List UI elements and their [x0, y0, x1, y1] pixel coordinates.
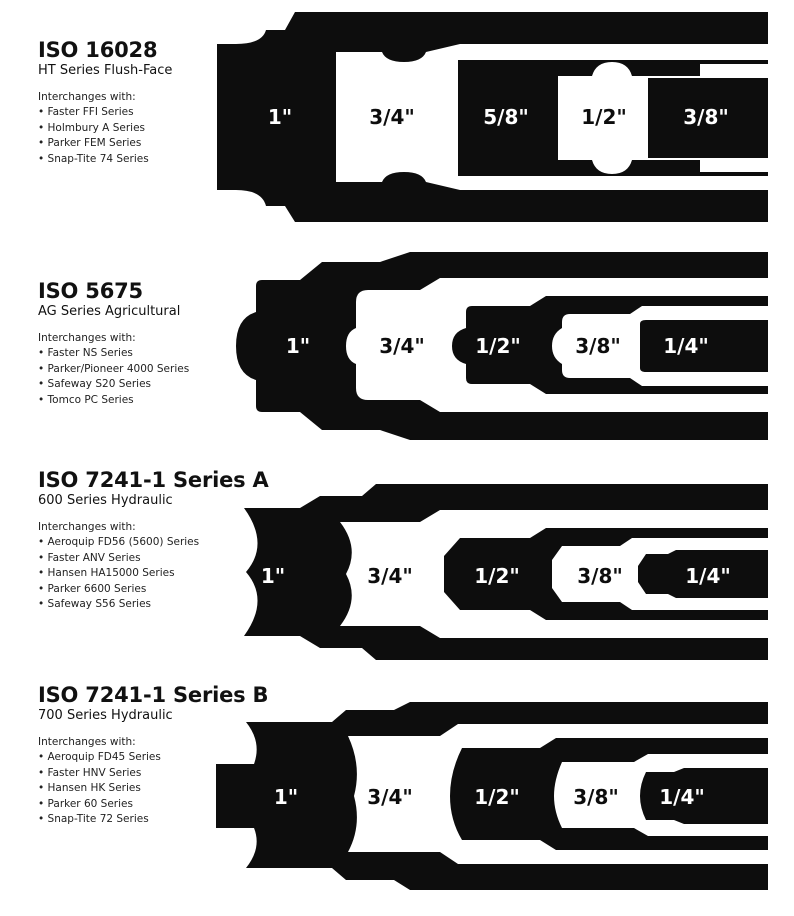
- size-label-1-4: 1/4": [685, 564, 731, 588]
- interchange-item: • Faster HNV Series: [38, 766, 268, 782]
- size-label-1-2: 1/2": [581, 105, 627, 129]
- size-label-1: 1": [273, 785, 299, 809]
- interchange-list: [38, 750, 268, 828]
- coupling-section-iso-5675: [0, 240, 794, 450]
- interchange-item: • Parker/Pioneer 4000 Series: [38, 362, 189, 378]
- interchange-list: [38, 346, 189, 408]
- interchange-heading: Interchanges with:: [38, 332, 136, 344]
- section-info: [38, 279, 189, 408]
- section-title: ISO 7241-1 Series B: [38, 683, 269, 707]
- section-title: ISO 5675: [38, 279, 143, 303]
- interchange-item: • Parker 6600 Series: [38, 582, 269, 598]
- interchange-item: • Faster FFI Series: [38, 105, 172, 121]
- section-info: [38, 38, 172, 167]
- size-label-3-8: 3/8": [577, 564, 623, 588]
- size-label-1-2: 1/2": [475, 334, 521, 358]
- size-label-3-8: 3/8": [573, 785, 619, 809]
- interchange-heading: Interchanges with:: [38, 91, 136, 103]
- section-subtitle: 700 Series Hydraulic: [38, 708, 173, 723]
- interchange-item: • Faster NS Series: [38, 346, 189, 362]
- interchange-item: • Safeway S56 Series: [38, 597, 269, 613]
- interchange-item: • Hansen HA15000 Series: [38, 566, 269, 582]
- size-label-1-2: 1/2": [474, 564, 520, 588]
- section-subtitle: HT Series Flush-Face: [38, 63, 173, 78]
- interchange-list: [38, 535, 269, 613]
- interchange-list: [38, 105, 172, 167]
- interchange-item: • Snap-Tite 72 Series: [38, 812, 268, 828]
- size-label-3-4: 3/4": [367, 564, 413, 588]
- interchange-item: • Snap-Tite 74 Series: [38, 152, 172, 168]
- section-title: ISO 7241-1 Series A: [38, 468, 269, 492]
- interchange-item: • Hansen HK Series: [38, 781, 268, 797]
- size-label-3-4: 3/4": [379, 334, 425, 358]
- size-label-1: 1": [267, 105, 293, 129]
- coupling-section-iso-16028: [0, 0, 794, 230]
- interchange-heading: Interchanges with:: [38, 736, 136, 748]
- interchange-item: • Aeroquip FD56 (5600) Series: [38, 535, 269, 551]
- size-label-5-8: 5/8": [483, 105, 529, 129]
- size-label-1-2: 1/2": [474, 785, 520, 809]
- section-info: [38, 683, 268, 828]
- section-subtitle: 600 Series Hydraulic: [38, 493, 173, 508]
- size-label-1: 1": [260, 564, 286, 588]
- section-title: ISO 16028: [38, 38, 158, 62]
- size-label-3-4: 3/4": [367, 785, 413, 809]
- interchange-item: • Parker FEM Series: [38, 136, 172, 152]
- size-label-3-8: 3/8": [575, 334, 621, 358]
- interchange-item: • Holmbury A Series: [38, 121, 172, 137]
- coupling-section-iso-7241-1-a: [0, 460, 794, 680]
- interchange-item: • Faster ANV Series: [38, 551, 269, 567]
- interchange-item: • Tomco PC Series: [38, 393, 189, 409]
- interchange-item: • Safeway S20 Series: [38, 377, 189, 393]
- size-label-1: 1": [285, 334, 311, 358]
- section-subtitle: AG Series Agricultural: [38, 304, 181, 319]
- interchange-item: • Aeroquip FD45 Series: [38, 750, 268, 766]
- section-info: [38, 468, 269, 613]
- coupling-section-iso-7241-1-b: [0, 680, 794, 916]
- size-label-1-4: 1/4": [659, 785, 705, 809]
- interchange-heading: Interchanges with:: [38, 521, 136, 533]
- size-label-1-4: 1/4": [663, 334, 709, 358]
- size-label-3-8: 3/8": [683, 105, 729, 129]
- size-label-3-4: 3/4": [369, 105, 415, 129]
- interchange-item: • Parker 60 Series: [38, 797, 268, 813]
